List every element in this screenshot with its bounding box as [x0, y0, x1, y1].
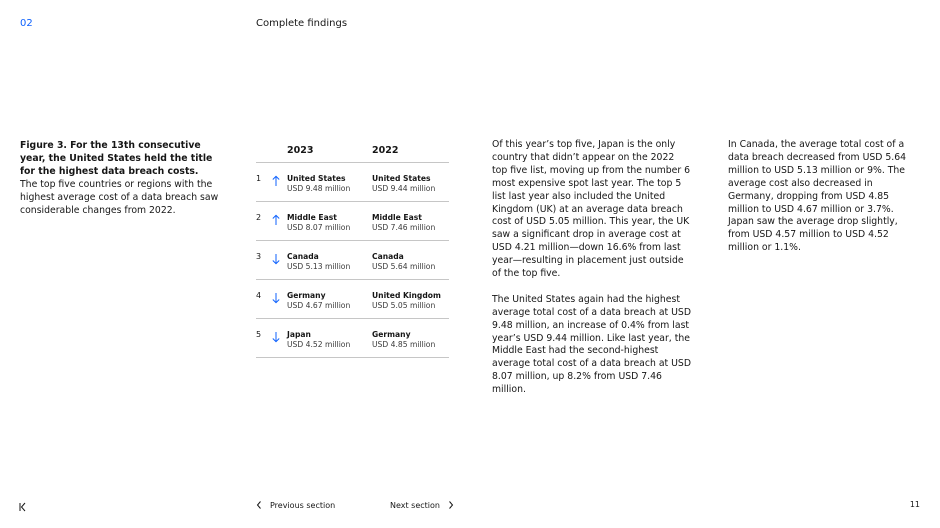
body-column-4: [728, 139, 920, 268]
cell-2022: [372, 330, 435, 350]
table-row: [256, 319, 449, 358]
cell-2023: [287, 252, 350, 272]
next-section-label: Next section: [390, 500, 440, 510]
body-column-3: [492, 139, 692, 410]
year-2023-header: 2023: [287, 145, 314, 156]
chevron-right-icon: [447, 500, 455, 510]
table-row: [256, 202, 449, 241]
cell-2023: [287, 330, 350, 350]
section-title: Complete findings: [256, 18, 348, 29]
cost-2023: USD 5.13 million: [287, 262, 351, 271]
cost-2022: USD 5.05 million: [372, 301, 436, 310]
cost-2023: USD 4.67 million: [287, 301, 351, 310]
country-2023: United States: [287, 174, 346, 183]
country-2022: United Kingdom: [372, 291, 441, 300]
cell-2023: [287, 174, 350, 194]
cell-2022: [372, 213, 435, 233]
cell-2023: [287, 213, 350, 233]
cost-2023: USD 4.52 million: [287, 340, 351, 349]
skip-to-start-icon[interactable]: [17, 498, 29, 510]
country-2023: Middle East: [287, 213, 337, 222]
year-2022-header: 2022: [372, 145, 399, 156]
chevron-left-icon: [255, 500, 263, 510]
cell-2022: [372, 252, 435, 272]
country-2022: Germany: [372, 330, 411, 339]
country-2022: Canada: [372, 252, 404, 261]
cost-2022: USD 4.85 million: [372, 340, 436, 349]
cost-2022: USD 7.46 million: [372, 223, 436, 232]
arrow-down-icon: [271, 253, 281, 265]
table-row: [256, 280, 449, 319]
cost-2022: USD 5.64 million: [372, 262, 436, 271]
cost-2023: USD 8.07 million: [287, 223, 351, 232]
section-number: 02: [20, 18, 33, 29]
previous-section-label: Previous section: [270, 500, 336, 510]
country-2022: Middle East: [372, 213, 422, 222]
cell-2023: [287, 291, 350, 311]
country-2023: Japan: [287, 330, 311, 339]
arrow-down-icon: [271, 331, 281, 343]
previous-section-link[interactable]: [255, 500, 335, 510]
rank-number: 4: [256, 291, 262, 300]
country-2023: Germany: [287, 291, 326, 300]
figure-caption-title: Figure 3. For the 13th consecutive year, the United States held the title for the highest data breach costs.: [20, 140, 213, 177]
cell-2022: [372, 291, 441, 311]
paragraph: In Canada, the average total cost of a data breach decreased from USD 5.64 million to USD 5.13 million or 9%. The average cost also decreased in Germany, dropping from USD 4.85 million to USD 4.67 million or 3.7%. Japan saw the average drop slightly, from USD 4.57 million to USD 4.52 million or 1.1%.: [728, 139, 907, 254]
figure-caption: [20, 139, 220, 217]
paragraph: Of this year’s top five, Japan is the only country that didn’t appear on the 2022 top five list, moving up from the number 6 most expensive spot last year. The top 5 list last year also included the United Kingdom (UK) at an average data breach cost of USD 5.05 million. This year, the UK saw a significant drop in average cost at USD 4.21 million—down 16.6% from last year—resulting in placement just outside of the top five.: [492, 139, 691, 280]
country-2023: Canada: [287, 252, 319, 261]
figure-caption-text: The top five countries or regions with the highest average cost of a data breach saw considerable changes from 2022.: [20, 179, 219, 216]
table-row: [256, 163, 449, 202]
rank-number: 5: [256, 330, 262, 339]
paragraph: The United States again had the highest average total cost of a data breach at USD 9.48 million, an increase of 0.4% from last year’s USD 9.44 million. Like last year, the Middle East had the second-highest average total cost of a data breach at USD 8.07 million, up 8.2% from USD 7.46 million.: [492, 293, 691, 396]
rank-number: 2: [256, 213, 262, 222]
rank-number: 1: [256, 174, 262, 183]
ranking-table: [256, 139, 449, 358]
cost-2023: USD 9.48 million: [287, 184, 351, 193]
table-row: [256, 241, 449, 280]
cell-2022: [372, 174, 435, 194]
arrow-down-icon: [271, 292, 281, 304]
arrow-up-icon: [271, 175, 281, 187]
country-2022: United States: [372, 174, 431, 183]
next-section-link[interactable]: [390, 500, 455, 510]
page-number: 11: [909, 500, 920, 509]
cost-2022: USD 9.44 million: [372, 184, 436, 193]
arrow-up-icon: [271, 214, 281, 226]
rank-number: 3: [256, 252, 262, 261]
ranking-header: [256, 139, 449, 163]
